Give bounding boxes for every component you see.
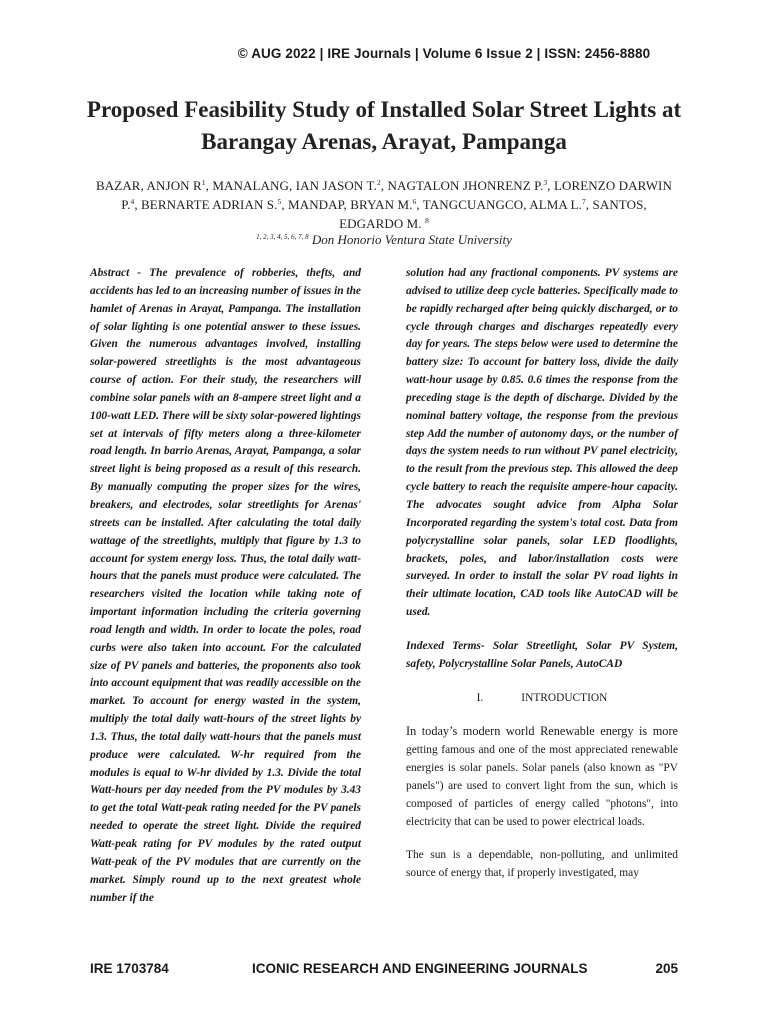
section-heading	[406, 690, 678, 708]
journal-header: © AUG 2022 | IRE Journals | Volume 6 Issue 2 | ISSN: 2456-8880	[237, 46, 651, 61]
section-number: I.	[476, 691, 484, 704]
right-column	[406, 265, 678, 883]
paper-title: Proposed Feasibility Study of Installed Solar Street Lights at Barangay Arenas, Arayat, Pampanga	[86, 97, 682, 154]
page-number: 205	[655, 961, 678, 976]
author-name: MANALANG, IAN JASON T.	[212, 178, 377, 193]
intro-paragraph	[406, 723, 678, 831]
author-name: LORENZO DARWIN P.	[121, 178, 672, 212]
footer-paper-id: IRE 1703784	[90, 961, 169, 976]
intro-first-line: In today’s modern world Renewable energy is more	[406, 724, 678, 739]
abstract-text: Abstract - The prevalence of robberies, thefts, and accidents has led to an increasing number of issues in the hamlet of Arenas in Arayat, Pampanga. The installation of solar lighting is one potential answer to these issues. Given the numerous advantages involved, installing solar-powered streetlights is the most advantageous course of action. For their study, the researchers will combine solar panels with an 8-ampere street light and a 100-watt LED. There will be sixty solar-powered lightings set at intervals of fifty meters along a three-kilometer road length. In barrio Arenas, Arayat, Pampanga, a solar street light is being proposed as a result of this research. By manually computing the proper sizes for the wires, breakers, and electrodes, solar streetlights for Arenas' streets can be installed. After calculating the total daily wattage of the streetlights, multiply that figure by 1.3 to account for system energy loss. Thus, the total daily watt-hours that the panels must produce were calculated. The researchers visited the location while taking note of important information including the criteria governing road length and width. In order to locate the poles, road curbs were also taken into account. For the calculated size of PV panels and batteries, the proponents also took into account equipment that was readily accessible on the market. To account for energy wasted in the system, multiply the total daily watt-hours of the street lights by 1.3. Thus, the total daily watt-hours that the panels must produce were calculated. W-hr required from the modules is equal to W-hr divided by 1.3. Divide the total Watt-hours per day needed from the PV modules by 3.43 to get the total Watt-peak rating needed for the PV panels needed to operate the street light. Divide the required Watt-peak rating for PV modules by the rated output Watt-peak of the PV modules that are currently on the market. Simply round up to the next greatest whole number if the	[90, 267, 361, 904]
page-footer	[90, 961, 678, 981]
abstract-continuation: solution had any fractional components. PV systems are advised to utilize deep cycle batteries. Specifically made to be rapidly recharged after being quickly discharged, or to cycle through charges and discharges repeatedly every day for years. The steps below were used to determine the battery size: To account for battery loss, divide the daily watt-hour usage by 0.85. 0.6 times the response from the preceding stage is the depth of discharge. Divided by the nominal battery voltage, the response from the previous step Add the number of autonomy days, or the number of days the system needs to run without PV panel electricity, to the result from the previous step. This allowed the deep cycle battery to reach the requisite ampere-hour capacity. The advocates sought advice from Alpha Solar Incorporated regarding the system's total cost. Data from polycrystalline solar panels, solar LED floodlights, brackets, poles, and labor/installation costs were surveyed. In order to install the solar PV road lights in their ultimate location, CAD tools like AutoCAD will be used.	[406, 267, 678, 619]
author-name: SANTOS, EDGARDO M.	[339, 197, 647, 231]
author-name: BERNARTE ADRIAN S.	[141, 197, 278, 212]
author-name: NAGTALON JHONRENZ P.	[387, 178, 544, 193]
affiliation-name: Don Honorio Ventura State University	[311, 232, 512, 247]
left-column	[90, 265, 361, 907]
author-name: MANDAP, BRYAN M.	[288, 197, 413, 212]
footer-journal-name: ICONIC RESEARCH AND ENGINEERING JOURNALS	[252, 961, 588, 976]
affiliation-markers: 1, 2, 3, 4, 5, 6, 7, 8	[256, 233, 309, 241]
section-title: INTRODUCTION	[521, 691, 608, 704]
intro-paragraph-rest: getting famous and one of the most appreciated renewable energies is solar panels. Solar panels (also known as "PV panels") are used to convert light from the sun, which is composed of particles of energy called "photons", into electricity that can be used to power electrical loads.	[406, 744, 678, 828]
indexed-terms: Indexed Terms- Solar Streetlight, Solar PV System, safety, Polycrystalline Solar Panels, AutoCAD	[406, 639, 678, 670]
intro-paragraph-2: The sun is a dependable, non-polluting, and unlimited source of energy that, if properly investigated, may	[406, 849, 678, 880]
author-name: BAZAR, ANJON R	[96, 178, 202, 193]
author-list: BAZAR, ANJON $R^1$, MANALANG, IAN JASON T.$^2$, NAGTALON JHONRENZ P.$^3$, LORENZO DARWIN P.$^4$, BERNARTE ADRIAN S.$^5$, MANDAP, BRYAN M.$^6$, TANGCUANGCO, ALMA L.$^7$, SANTOS, EDGARDO M. $^8$	[96, 178, 672, 231]
author-name: TANGCUANGCO, ALMA L.	[422, 197, 582, 212]
affiliation	[0, 232, 768, 248]
